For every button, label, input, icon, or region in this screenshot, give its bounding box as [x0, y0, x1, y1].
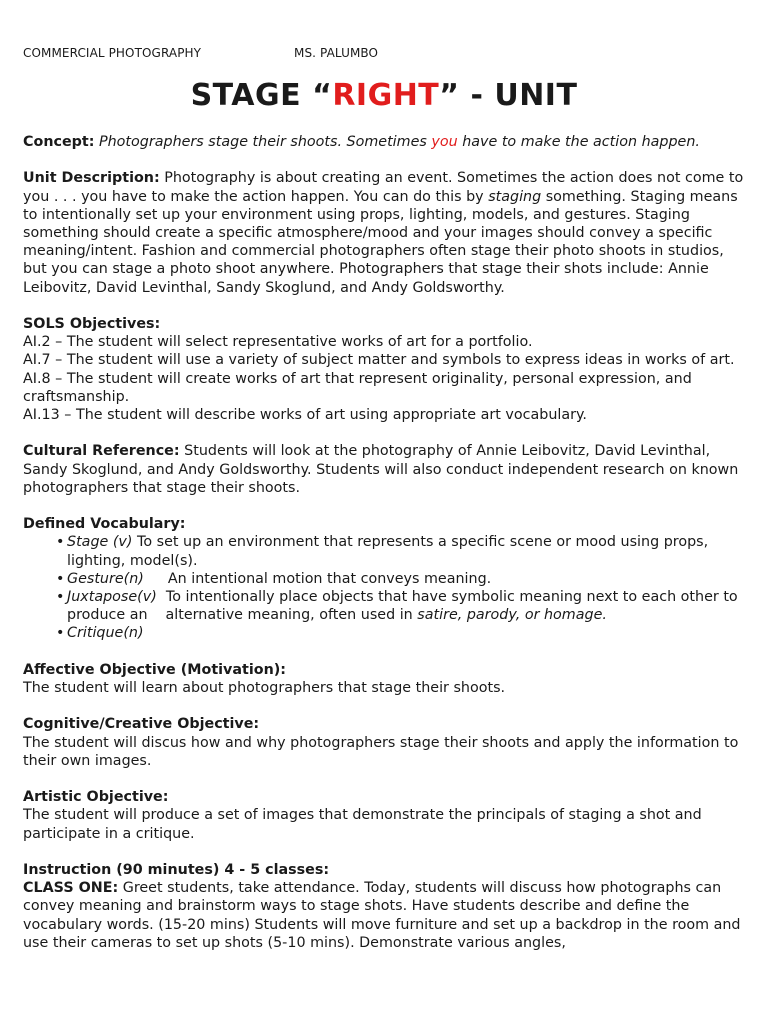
cultural-reference-text: Students will look at the photography of Annie Leibovitz, David Levinthal, Sandy Skoglund, and Andy Goldsworthy. Students will also conduct independent research on known photographers that stage their shoots.: [23, 443, 739, 496]
class-one-label: CLASS ONE:: [23, 880, 119, 897]
vocabulary-item: [33, 533, 749, 569]
sols-item: AI.7 – The student will use a variety of subject matter and symbols to express ideas in works of art.: [23, 352, 735, 369]
concept-text-after: have to make the action happen.: [457, 134, 700, 150]
concept-label: Concept:: [23, 134, 95, 150]
unit-description-section: [23, 169, 749, 296]
concept-text-before: Photographers stage their shoots. Sometimes: [94, 134, 432, 150]
bullet-icon: •: [56, 589, 65, 606]
cultural-reference-section: [23, 442, 749, 497]
vocabulary-term: Stage (v): [67, 534, 133, 551]
unit-description-italic: staging: [488, 188, 542, 205]
document-body: [23, 133, 749, 970]
course-name: COMMERCIAL PHOTOGRAPHY: [23, 46, 202, 60]
vocabulary-list: [23, 533, 749, 642]
vocabulary-definition-italic: satire, parody, or homage.: [417, 607, 607, 624]
concept-section: [23, 133, 749, 151]
vocabulary-term: Juxtapose(v): [67, 589, 157, 606]
vocabulary-term: Critique(n): [67, 625, 144, 642]
vocabulary-definition: An intentional motion that conveys meaning.: [167, 570, 492, 587]
class-one-text: Greet students, take attendance. Today, students will discuss how photographs can convey meaning and brainstorm ways to stage shots. Have students describe and define the vocabulary words. (15-20 mins) Students will move furniture and set up a backdrop in the room and use their cameras to set up shots (5-10 mins). Demonstrate various angles,: [23, 880, 741, 951]
artistic-objective-section: [23, 788, 749, 843]
unit-description-text-2: something. Staging means to intentionally set up your environment using props, lighting, models, and gestures. Staging something should create a specific atmosphere/mood and your images should convey a specific meaning/intent. Fashion and commercial photographers often stage their photo shoots in studios, but you can stage a photo shoot anywhere. Photographers that stage their shots include: Annie Leibovitz, David Levinthal, Sandy Skoglund, and Andy Goldsworthy.: [23, 188, 738, 296]
vocabulary-definition: To set up an environment that represents a specific scene or mood using props, lighting, model(s).: [67, 534, 709, 569]
vocabulary-item: [33, 588, 749, 624]
artistic-objective-text: The student will produce a set of images that demonstrate the principals of staging a shot and participate in a critique.: [23, 807, 702, 842]
vocabulary-item: [33, 570, 749, 588]
title-highlight: RIGHT: [332, 78, 440, 113]
vocabulary-item: [33, 624, 749, 642]
artistic-objective-label: Artistic Objective:: [23, 789, 169, 806]
instruction-section: [23, 861, 749, 952]
cultural-reference-label: Cultural Reference:: [23, 443, 180, 460]
vocabulary-definition: To intentionally place objects that have symbolic meaning next to each other to produce an: [67, 589, 738, 624]
sols-section: [23, 315, 749, 424]
cognitive-objective-section: [23, 715, 749, 770]
sols-item: AI.13 – The student will describe works of art using appropriate art vocabulary.: [23, 407, 587, 424]
vocabulary-term: Gesture(n): [67, 570, 144, 587]
sols-item: AI.2 – The student will select representative works of art for a portfolio.: [23, 334, 533, 351]
page-title: [0, 78, 768, 113]
bullet-icon: •: [56, 534, 65, 551]
bullet-icon: •: [56, 625, 65, 642]
bullet-icon: •: [56, 570, 65, 587]
affective-objective-label: Affective Objective (Motivation):: [23, 661, 287, 678]
unit-description-text-1: Photography is about creating an event. Sometimes the action does not come to you . . . you have to make the action happen. You can do this by: [23, 170, 744, 205]
sols-item: AI.8 – The student will create works of art that represent originality, personal expression, and craftsmanship.: [23, 370, 692, 405]
unit-description-label: Unit Description:: [23, 170, 160, 187]
vocabulary-definition-2: alternative meaning, often used in: [165, 607, 418, 624]
title-prefix: STAGE “: [190, 78, 333, 113]
teacher-name: MS. PALUMBO: [294, 46, 379, 60]
cognitive-objective-text: The student will discus how and why photographers stage their shoots and apply the information to their own images.: [23, 734, 739, 769]
vocabulary-section: [23, 515, 749, 642]
vocabulary-label: Defined Vocabulary:: [23, 516, 186, 533]
affective-objective-section: [23, 661, 749, 697]
affective-objective-text: The student will learn about photographers that stage their shoots.: [23, 680, 506, 697]
instruction-label: Instruction (90 minutes) 4 - 5 classes:: [23, 862, 330, 878]
sols-label: SOLS Objectives:: [23, 316, 161, 332]
concept-highlight: you: [431, 134, 458, 150]
cognitive-objective-label: Cognitive/Creative Objective:: [23, 716, 260, 733]
title-suffix: ” - UNIT: [439, 78, 578, 113]
